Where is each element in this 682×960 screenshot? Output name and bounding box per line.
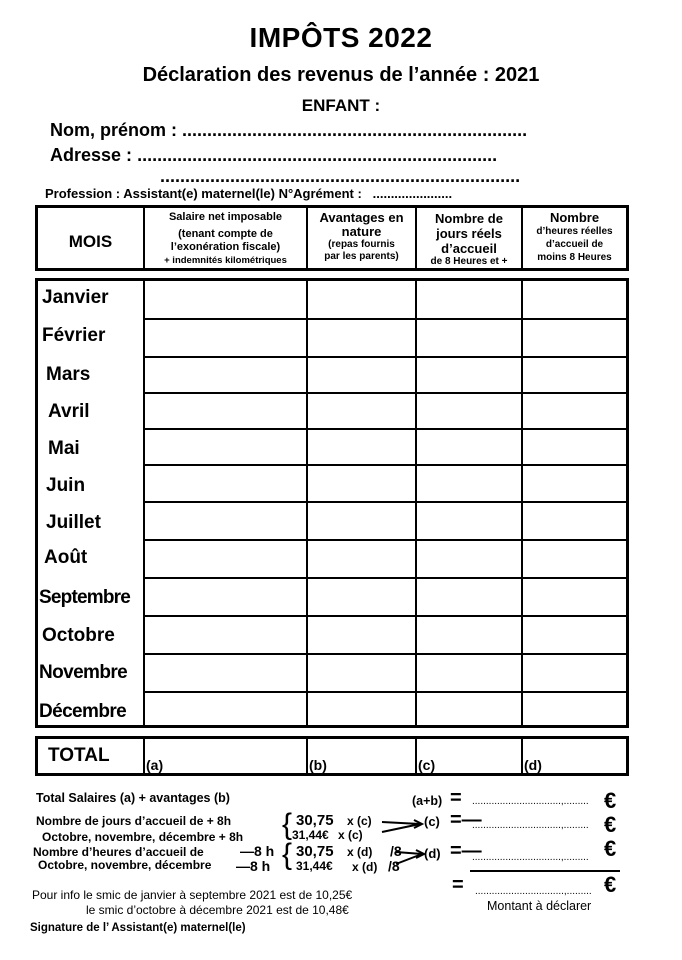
month-juin: Juin	[46, 475, 86, 496]
month-mars: Mars	[46, 364, 91, 385]
nom-dots: .....................................................................	[182, 120, 528, 140]
total-label: TOTAL	[48, 745, 110, 766]
code-a: (a)	[146, 757, 164, 773]
nb-jours-label-1: Nombre de jours d’accueil de + 8h	[36, 814, 232, 828]
col-salaire-header: Salaire net imposable (tenant compte de l’exonération fiscale) + indemnités kilométriques	[143, 208, 306, 268]
table-header	[35, 205, 629, 271]
code-b: (b)	[309, 757, 327, 773]
col-jours-header: Nombre de jours réels d’accueil de 8 Heures et +	[415, 208, 521, 268]
euro-4: €	[604, 872, 617, 897]
rate-31-44-d: 31,44€	[296, 859, 333, 873]
rate-30-75-c: 30,75	[296, 812, 334, 829]
d-label: (d)	[424, 846, 441, 861]
enfant-label: ENFANT :	[301, 96, 381, 115]
month-fevrier: Février	[42, 325, 106, 346]
month-mai: Mai	[48, 438, 80, 459]
signature-label: Signature de l’ Assistant(e) maternel(le)	[30, 922, 246, 934]
adresse-field[interactable]	[50, 145, 497, 166]
page-subtitle: Déclaration des revenus de l’année : 2021	[142, 64, 540, 86]
nb-heures-label-1: Nombre d’heures d’accueil de	[33, 845, 204, 859]
total-salaires-label: Total Salaires (a) + avantages (b)	[36, 791, 230, 805]
code-c: (c)	[418, 757, 436, 773]
month-avril: Avril	[48, 401, 90, 422]
month-novembre: Novembre	[39, 662, 128, 683]
total-row	[35, 736, 629, 776]
month-janvier: Janvier	[42, 287, 109, 308]
rate-31-44-c: 31,44€	[292, 828, 329, 842]
montant-label: Montant à déclarer	[487, 899, 592, 913]
col-heures-header: Nombre d’heures réelles d’accueil de moins 8 Heures	[521, 208, 626, 268]
profession-label: Profession : Assistant(e) maternel(le) N°Agrément :	[45, 186, 362, 201]
info-smic-2: le smic d’octobre à décembre 2021 est de 10,48€	[86, 903, 349, 917]
month-octobre: Octobre	[42, 625, 115, 646]
col-avantages-header: Avantages en nature (repas fournis par les parents)	[306, 208, 415, 268]
ab-amount-field[interactable]: ................................,.........	[472, 796, 589, 807]
euro-1: €	[604, 788, 617, 813]
c-amount-field[interactable]: ................................,.........	[472, 820, 589, 831]
mois-header: MOIS	[68, 232, 113, 251]
rate-30-75-d: 30,75	[296, 843, 334, 860]
page-title: IMPÔTS 2022	[249, 22, 433, 53]
month-aout: Août	[44, 547, 88, 568]
adresse-dots-2[interactable]: ........................................................................	[160, 166, 521, 186]
month-septembre: Septembre	[39, 587, 131, 608]
nom-field[interactable]	[50, 120, 527, 141]
euro-2: €	[604, 812, 617, 837]
nb-jours-label-2: Octobre, novembre, décembre + 8h	[42, 830, 244, 844]
c-label: (c)	[424, 814, 440, 829]
months-table	[35, 278, 629, 728]
info-smic-1: Pour info le smic de janvier à septembre 2021 est de 10,25€	[32, 888, 353, 902]
total-amount-field[interactable]: ................................,.........	[475, 886, 592, 897]
adresse-dots: ........................................................................	[137, 145, 498, 165]
profession-field[interactable]	[45, 186, 452, 201]
nb-heures-label-2: Octobre, novembre, décembre	[38, 858, 212, 872]
arrows-graphic	[380, 812, 430, 876]
month-decembre: Décembre	[39, 701, 127, 722]
ab-label: (a+b)	[412, 794, 443, 808]
d-amount-field[interactable]: ................................,.........	[472, 852, 589, 863]
adresse-label: Adresse :	[50, 145, 133, 165]
code-d: (d)	[524, 757, 542, 773]
month-juillet: Juillet	[46, 512, 101, 533]
euro-3: €	[604, 836, 617, 861]
nom-label: Nom, prénom :	[50, 120, 178, 140]
agrement-dots: ......................	[365, 186, 453, 201]
